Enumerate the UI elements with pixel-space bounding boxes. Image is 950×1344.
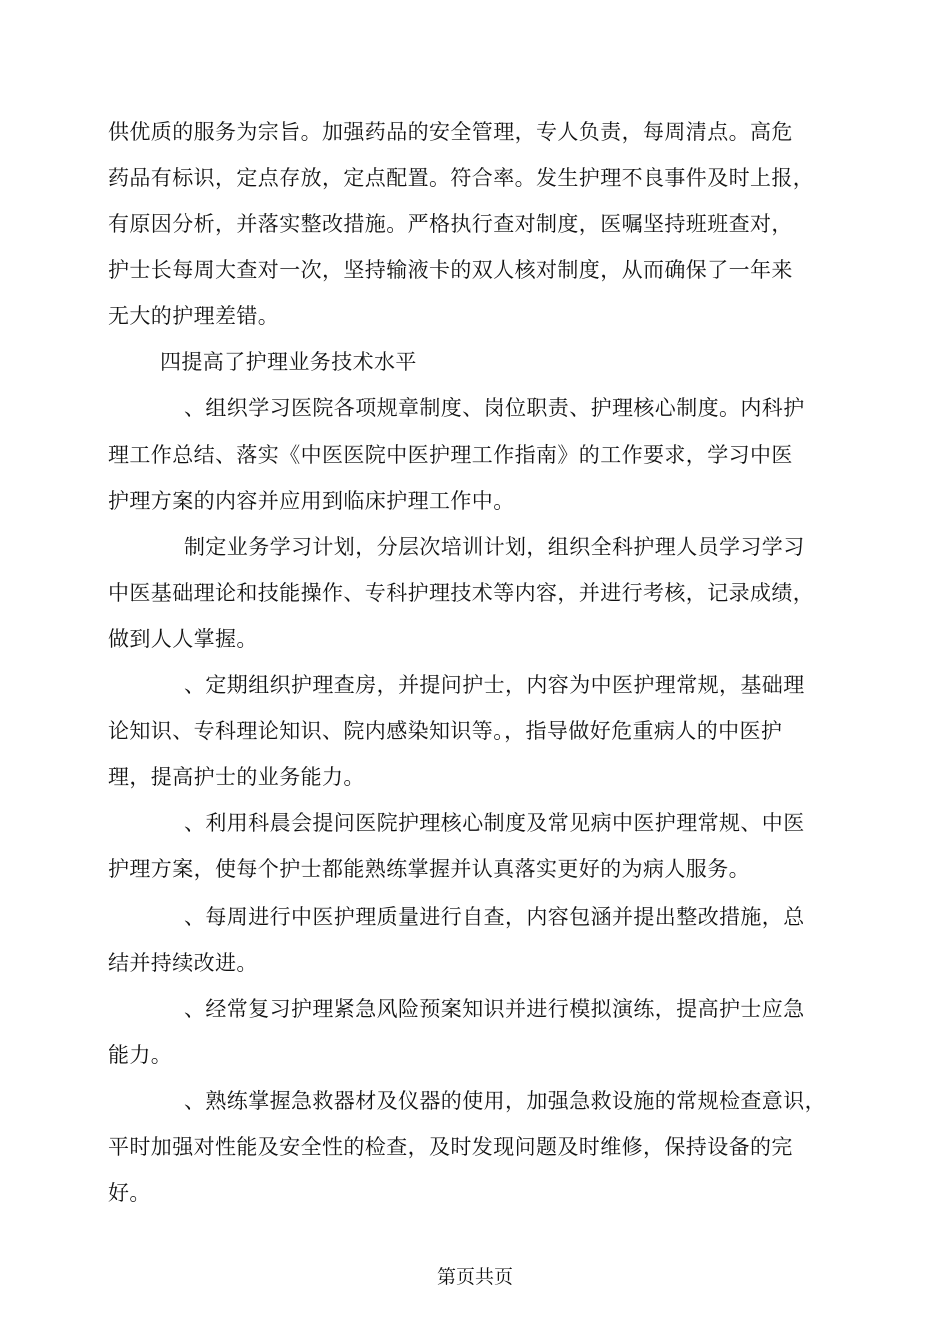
text-line-8: 理工作总结、落实《中医医院中医护理工作指南》的工作要求，学习中医 bbox=[108, 443, 793, 467]
text-line-12: 做到人人掌握。 bbox=[108, 627, 258, 651]
text-line-7: 、组织学习医院各项规章制度、岗位职责、护理核心制度。内科护 bbox=[184, 396, 805, 420]
text-line-10: 制定业务学习计划，分层次培训计划，组织全科护理人员学习学习 bbox=[184, 535, 805, 559]
text-line-1: 供优质的服务为宗旨。加强药品的安全管理，专人负责，每周清点。高危 bbox=[108, 120, 793, 144]
text-line-15: 理，提高护士的业务能力。 bbox=[108, 765, 365, 789]
text-line-23: 平时加强对性能及安全性的检查，及时发现问题及时维修，保持设备的完 bbox=[108, 1135, 793, 1159]
text-line-5: 无大的护理差错。 bbox=[108, 304, 280, 328]
text-line-14: 论知识、专科理论知识、院内感染知识等。，指导做好危重病人的中医护 bbox=[108, 719, 783, 743]
text-line-9: 护理方案的内容并应用到临床护理工作中。 bbox=[108, 489, 515, 513]
text-line-16: 、利用科晨会提问医院护理核心制度及常见病中医护理常规、中医 bbox=[184, 811, 805, 835]
text-line-13: 、定期组织护理查房，并提问护士，内容为中医护理常规，基础理 bbox=[184, 673, 805, 697]
text-line-17: 护理方案，使每个护士都能熟练掌握并认真落实更好的为病人服务。 bbox=[108, 857, 750, 881]
text-line-18: 、每周进行中医护理质量进行自查，内容包涵并提出整改措施，总 bbox=[184, 905, 805, 929]
text-line-24: 好。 bbox=[108, 1181, 151, 1205]
section-heading: 四提高了护理业务技术水平 bbox=[160, 350, 417, 374]
text-line-19: 结并持续改进。 bbox=[108, 951, 258, 975]
text-line-21: 能力。 bbox=[108, 1043, 173, 1067]
page-footer: 第页共页 bbox=[436, 1266, 513, 1288]
text-line-20: 、经常复习护理紧急风险预案知识并进行模拟演练，提高护士应急 bbox=[184, 997, 805, 1021]
text-line-11: 中医基础理论和技能操作、专科护理技术等内容，并进行考核，记录成绩， bbox=[108, 581, 815, 605]
text-line-3: 有原因分析，并落实整改措施。严格执行查对制度，医嘱坚持班班查对， bbox=[108, 212, 793, 236]
text-line-22: 、熟练掌握急救器材及仪器的使用，加强急救设施的常规检查意识， bbox=[184, 1089, 826, 1113]
text-line-4: 护士长每周大查对一次，坚持输液卡的双人核对制度，从而确保了一年来 bbox=[108, 258, 793, 282]
text-line-2: 药品有标识，定点存放，定点配置。符合率。发生护理不良事件及时上报， bbox=[108, 166, 815, 190]
